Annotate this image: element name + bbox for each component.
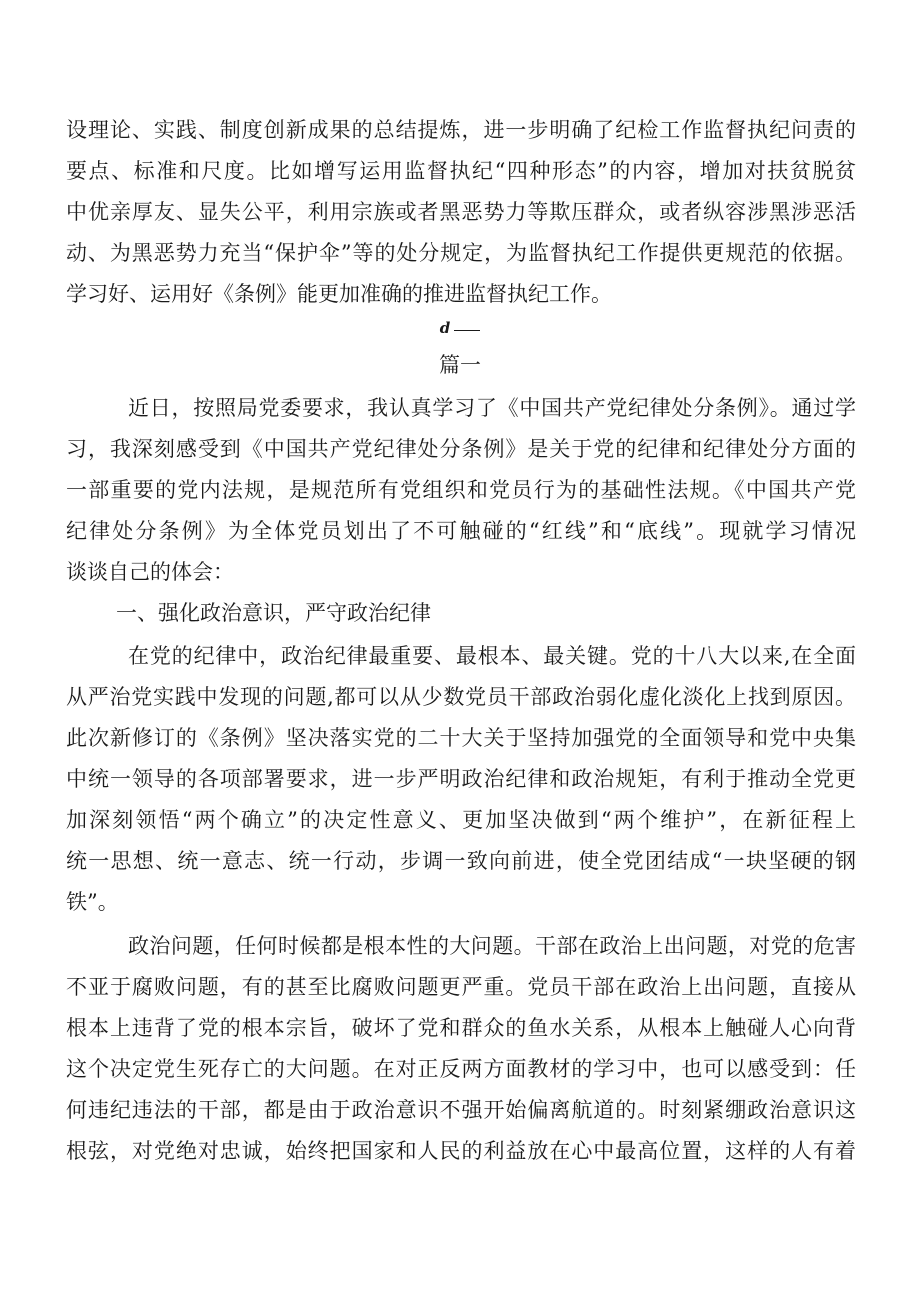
text-line: 在党的纪律中，政治纪律最重要、最根本、最关键。党的十八大以来,在全面 — [128, 644, 856, 668]
text-line: 不亚于腐败问题，有的甚至比腐败问题更严重。党员干部在政治上出问题，直接从 — [66, 975, 856, 999]
text-line: 中优亲厚友、显失公平，利用宗族或者黑恶势力等欺压群众，或者纵容涉黑涉恶活 — [66, 200, 856, 224]
text-line: 谈谈自己的体会： — [66, 560, 234, 584]
text-line: 何违纪违法的干部，都是由于政治意识不强开始偏离航道的。时刻紧绷政治意识这 — [66, 1098, 856, 1122]
heading-1: 一、强化政治意识，严守政治纪律 — [116, 601, 431, 625]
text-line: 这个决定党生死存亡的大问题。在对正反两方面教材的学习中，也可以感受到：任 — [66, 1057, 856, 1081]
text-line: 政治问题，任何时候都是根本性的大问题。干部在政治上出问题，对党的危害 — [128, 934, 856, 958]
text-line: 中统一领导的各项部署要求，进一步严明政治纪律和政治规矩，有利于推动全党更 — [66, 767, 856, 791]
text-line: 要点、标准和尺度。比如增写运用监督执纪“四种形态”的内容，增加对扶贫脱贫 — [66, 159, 856, 183]
text-line: 习，我深刻感受到《中国共产党纪律处分条例》是关于党的纪律和纪律处分方面的 — [66, 437, 856, 461]
section-mark-letter: d — [439, 319, 451, 337]
text-line: 近日，按照局党委要求，我认真学习了《中国共产党纪律处分条例》。通过学 — [128, 396, 856, 420]
text-line: 根弦，对党绝对忠诚，始终把国家和人民的利益放在心中最高位置，这样的人有着 — [66, 1139, 856, 1163]
text-line: 纪律处分条例》为全体党员划出了不可触碰的“红线”和“底线”。现就学习情况 — [66, 519, 856, 543]
section-mark-rule — [454, 330, 480, 331]
text-line: 统一思想、统一意志、统一行动，步调一致向前进，使全党团结成“一块坚硬的钢 — [66, 849, 856, 873]
text-line: 学习好、运用好《条例》能更加准确的推进监督执纪工作。 — [66, 282, 612, 306]
text-line: 设理论、实践、制度创新成果的总结提炼，进一步明确了纪检工作监督执纪问责的 — [66, 118, 856, 142]
text-line: 从严治党实践中发现的问题,都可以从少数党员干部政治弱化虚化淡化上找到原因。 — [66, 685, 856, 709]
section-title: 篇一 — [439, 353, 481, 377]
text-line: 一部重要的党内法规，是规范所有党组织和党员行为的基础性法规。《中国共产党 — [66, 478, 856, 502]
section-mark — [0, 318, 920, 338]
text-line: 动、为黑恶势力充当“保护伞”等的处分规定，为监督执纪工作提供更规范的依据。 — [66, 241, 856, 265]
text-line: 根本上违背了党的根本宗旨，破坏了党和群众的鱼水关系，从根本上触碰人心向背 — [66, 1016, 856, 1040]
text-line: 此次新修订的《条例》坚决落实党的二十大关于坚持加强党的全面领导和党中央集 — [66, 726, 856, 750]
text-line: 加深刻领悟“两个确立”的决定性意义、更加坚决做到“两个维护”，在新征程上 — [66, 808, 856, 832]
text-line: 铁”。 — [66, 890, 119, 914]
